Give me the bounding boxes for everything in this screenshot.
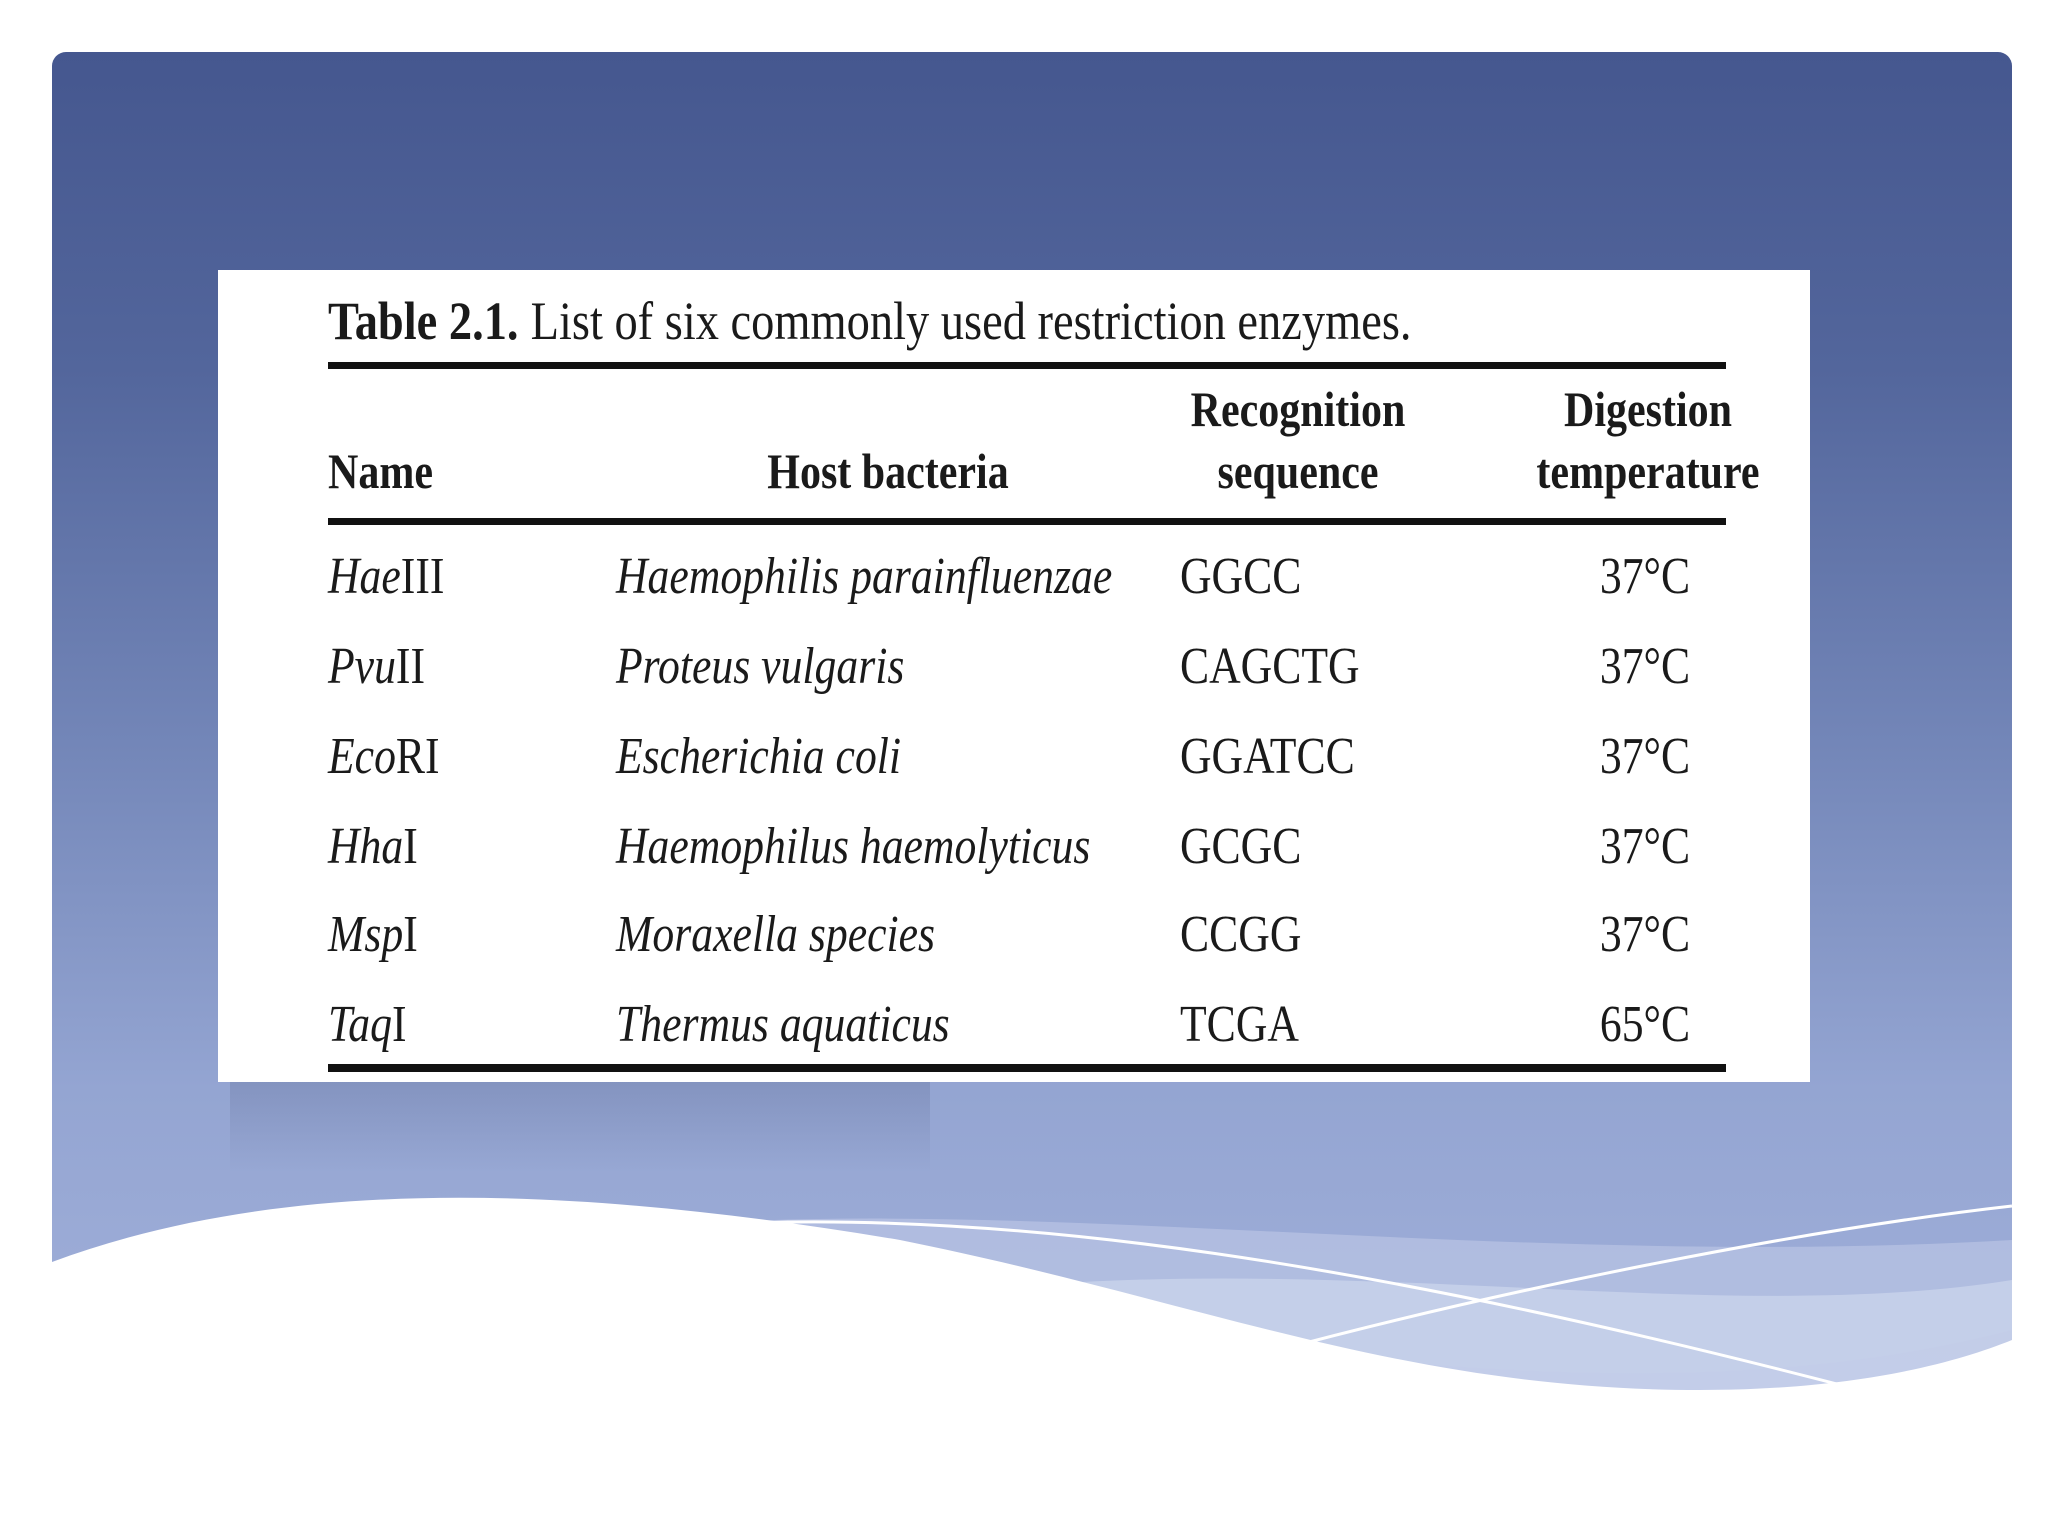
enzyme-name — [328, 712, 440, 802]
host-bacteria: Escherichia coli — [616, 728, 902, 785]
host-bacteria: Haemophilus haemolyticus — [616, 818, 1091, 875]
enzyme-name-italic: Hha — [328, 818, 404, 875]
digestion-temperature: 37°C — [1599, 548, 1691, 605]
header-name: Name — [328, 443, 433, 499]
enzyme-name — [328, 980, 407, 1070]
enzyme-name-roman: II — [395, 638, 426, 695]
table-row — [218, 890, 1810, 980]
digestion-temperature: 37°C — [1599, 638, 1691, 695]
table-row — [218, 712, 1810, 802]
enzyme-name-italic: Taq — [328, 996, 392, 1053]
recognition-sequence: GGATCC — [1180, 728, 1355, 785]
recognition-sequence: CCGG — [1180, 906, 1302, 963]
enzyme-name-roman: I — [403, 818, 418, 875]
enzyme-name-italic: Msp — [328, 906, 404, 963]
digestion-temperature: 37°C — [1599, 818, 1691, 875]
enzyme-name — [328, 532, 444, 622]
recognition-sequence: CAGCTG — [1180, 638, 1360, 695]
table-row — [218, 622, 1810, 712]
digestion-temperature: 37°C — [1599, 728, 1691, 785]
digestion-temperature: 37°C — [1599, 906, 1691, 963]
table-caption — [328, 290, 1412, 352]
table-row — [218, 980, 1810, 1070]
header-digestion-temperature — [1514, 378, 1783, 502]
enzyme-name — [328, 622, 425, 712]
header-digestion-line2: temperature — [1536, 443, 1760, 499]
host-bacteria: Thermus aquaticus — [616, 996, 950, 1053]
enzyme-name-roman: I — [403, 906, 418, 963]
header-host-bacteria: Host bacteria — [767, 443, 1009, 499]
host-bacteria: Moraxella species — [616, 906, 936, 963]
enzyme-name — [328, 802, 418, 892]
enzyme-name-italic: Pvu — [328, 638, 396, 695]
table-header-rule — [328, 518, 1726, 525]
header-digestion-line1: Digestion — [1564, 381, 1732, 437]
enzyme-name-roman: III — [400, 548, 445, 605]
table-caption-text: List of six commonly used restriction enzymes. — [530, 291, 1412, 351]
digestion-temperature: 65°C — [1599, 996, 1691, 1053]
host-bacteria: Haemophilis parainfluenzae — [616, 548, 1113, 605]
recognition-sequence: GCGC — [1180, 818, 1302, 875]
enzyme-name-italic: Eco — [328, 728, 396, 785]
table-top-rule — [328, 362, 1726, 369]
table-shadow — [230, 1082, 930, 1172]
table-image — [218, 270, 1810, 1082]
enzyme-name — [328, 890, 418, 980]
header-recognition-sequence — [1164, 378, 1433, 502]
recognition-sequence: TCGA — [1180, 996, 1299, 1053]
header-recognition-line1: Recognition — [1190, 381, 1406, 437]
table-caption-label: Table 2.1. — [328, 291, 519, 351]
host-bacteria: Proteus vulgaris — [616, 638, 905, 695]
enzyme-name-roman: RI — [395, 728, 440, 785]
header-recognition-line2: sequence — [1217, 443, 1379, 499]
enzyme-name-roman: I — [391, 996, 407, 1053]
table-row — [218, 532, 1810, 622]
enzyme-name-italic: Hae — [328, 548, 401, 605]
table-row — [218, 802, 1810, 892]
table-bottom-rule — [328, 1064, 1726, 1072]
recognition-sequence: GGCC — [1180, 548, 1302, 605]
